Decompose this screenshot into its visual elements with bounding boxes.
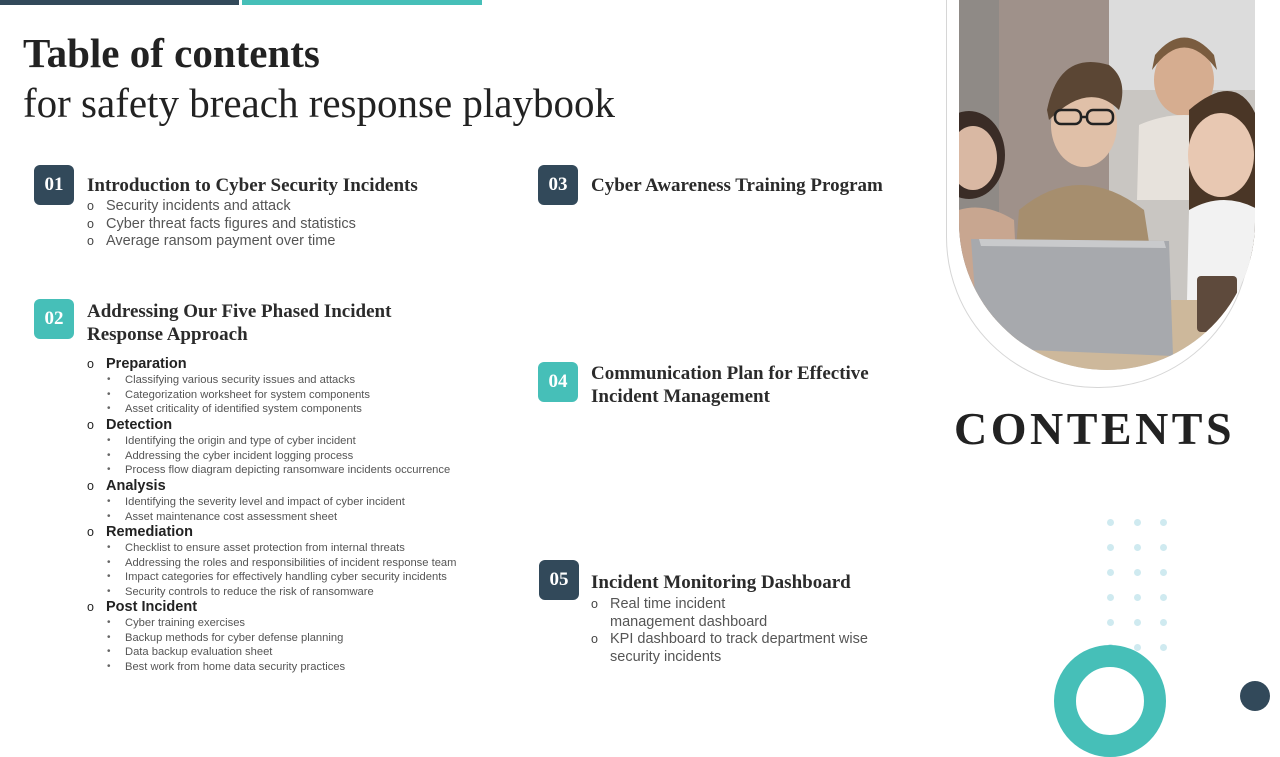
decorative-dot	[1134, 619, 1141, 626]
section-number-01: 01	[34, 165, 74, 205]
decorative-dot	[1160, 594, 1167, 601]
section-title-02-line1: Addressing Our Five Phased Incident	[87, 301, 392, 322]
list-item: • Asset criticality of identified system components	[87, 402, 370, 417]
phase-name: o Post Incident	[87, 599, 345, 616]
decorative-teal-ring	[1054, 645, 1166, 757]
decorative-dot	[1107, 519, 1114, 526]
section-number-05: 05	[539, 560, 579, 600]
list-item: • Identifying the severity level and impact of cyber incident	[87, 495, 405, 510]
section-title-02	[87, 300, 391, 346]
list-item: • Identifying the origin and type of cyber incident	[87, 434, 450, 449]
phase-name: o Detection	[87, 417, 450, 434]
list-item: • Checklist to ensure asset protection from internal threats	[87, 541, 456, 556]
list-item: o Security incidents and attack	[87, 198, 356, 216]
list-item: • Impact categories for effectively handling cyber security incidents	[87, 570, 456, 585]
section-number-03: 03	[538, 165, 578, 205]
top-accent-bar-dark	[0, 0, 239, 5]
decorative-dot	[1134, 544, 1141, 551]
contents-heading: CONTENTS	[954, 403, 1236, 454]
list-item-line2: security incidents	[610, 648, 722, 665]
decorative-dot	[1134, 569, 1141, 576]
phase-remediation	[87, 524, 456, 599]
list-item: • Addressing the cyber incident logging process	[87, 449, 450, 464]
phase-post-incident	[87, 599, 345, 674]
list-item: o Cyber threat facts figures and statistics	[87, 216, 356, 234]
section-title-03: Cyber Awareness Training Program	[591, 175, 883, 196]
decorative-dot	[1160, 619, 1167, 626]
section-01-list	[87, 198, 356, 251]
decorative-dot	[1134, 594, 1141, 601]
phase-name: o Analysis	[87, 478, 405, 495]
phase-name: o Preparation	[87, 356, 370, 373]
list-item: • Cyber training exercises	[87, 616, 345, 631]
slide-nav-dot[interactable]	[1240, 681, 1270, 711]
list-item: • Addressing the roles and responsibilities of incident response team	[87, 556, 456, 571]
decorative-dot	[1134, 519, 1141, 526]
section-title-05: Incident Monitoring Dashboard	[591, 572, 851, 593]
section-title-02-line2: Response Approach	[87, 324, 248, 345]
list-item: • Security controls to reduce the risk of ransomware	[87, 585, 456, 600]
page-title-line2: for safety breach response playbook	[23, 80, 615, 126]
phase-name: o Remediation	[87, 524, 456, 541]
decorative-dot	[1107, 544, 1114, 551]
list-item: • Classifying various security issues and attacks	[87, 373, 370, 388]
decorative-dot	[1160, 519, 1167, 526]
list-item	[591, 596, 868, 631]
team-photo	[959, 0, 1255, 370]
phase-analysis	[87, 478, 405, 524]
list-item	[591, 631, 868, 666]
list-item: • Backup methods for cyber defense planning	[87, 631, 345, 646]
phase-preparation	[87, 356, 370, 417]
section-title-04-line2: Incident Management	[591, 386, 770, 407]
decorative-dot	[1160, 569, 1167, 576]
page-title-line1: Table of contents	[23, 30, 320, 76]
list-item: • Asset maintenance cost assessment sheet	[87, 510, 405, 525]
top-accent-bar-teal	[242, 0, 482, 5]
section-number-04: 04	[538, 362, 578, 402]
decorative-dot	[1107, 619, 1114, 626]
section-title-04-line1: Communication Plan for Effective	[591, 363, 869, 384]
list-item-line1: o Real time incident	[610, 596, 726, 612]
list-item: • Process flow diagram depicting ransomware incidents occurrence	[87, 463, 450, 478]
list-item: • Data backup evaluation sheet	[87, 645, 345, 660]
section-number-02: 02	[34, 299, 74, 339]
decorative-dot	[1160, 544, 1167, 551]
decorative-dot	[1160, 644, 1167, 651]
section-05-list	[591, 596, 868, 666]
list-item-line1: o KPI dashboard to track department wise	[610, 631, 868, 648]
list-item-line2: management dashboard	[610, 613, 768, 630]
section-title-01: Introduction to Cyber Security Incidents	[87, 175, 418, 196]
phase-detection	[87, 417, 450, 478]
list-item: o Average ransom payment over time	[87, 233, 356, 251]
decorative-dot	[1107, 569, 1114, 576]
list-item: • Best work from home data security practices	[87, 660, 345, 675]
decorative-dot	[1107, 594, 1114, 601]
team-photo-illustration	[959, 0, 1255, 370]
page-title	[23, 30, 615, 130]
section-title-04	[591, 362, 869, 408]
list-item: • Categorization worksheet for system components	[87, 388, 370, 403]
